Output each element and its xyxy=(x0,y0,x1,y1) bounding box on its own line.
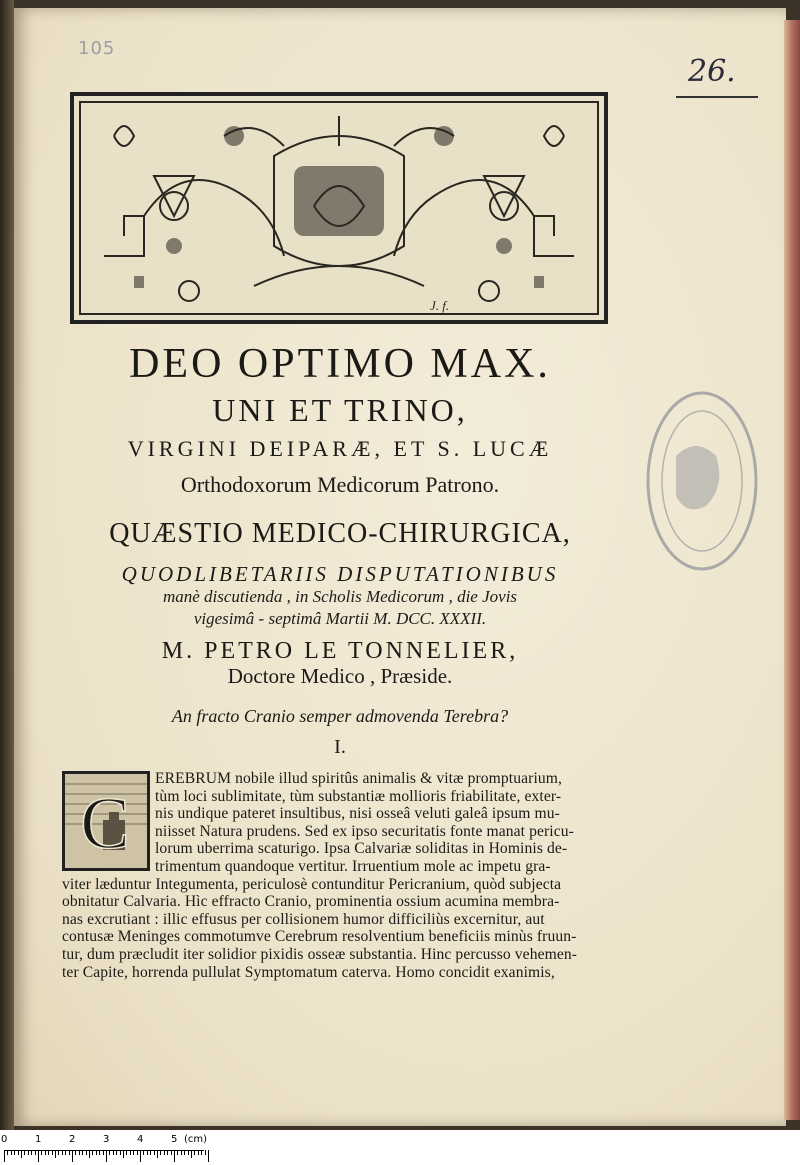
ornament-engraving xyxy=(74,96,604,320)
scale-tick xyxy=(79,1150,80,1155)
page-gutter xyxy=(0,0,14,1130)
scale-tick xyxy=(41,1150,42,1155)
scale-tick xyxy=(201,1150,202,1155)
scale-tick xyxy=(109,1150,110,1155)
initial-letter: C xyxy=(80,783,130,865)
scale-tick xyxy=(103,1150,104,1155)
scale-tick xyxy=(198,1150,199,1155)
scale-tick xyxy=(147,1150,148,1155)
scale-tick xyxy=(72,1150,73,1162)
section-number: I. xyxy=(334,736,346,758)
body-line: tùm loci sublimitate, tùm substantiæ mollioris friabilitate, exter- xyxy=(155,787,562,805)
body-line: niisset Natura prudens. Sed ex ipso securitatis fonte manat pericu- xyxy=(155,822,574,840)
scale-tick xyxy=(35,1150,36,1155)
scale-tick xyxy=(96,1150,97,1155)
scale-tick xyxy=(48,1150,49,1155)
scale-label: 3 xyxy=(103,1134,110,1145)
body-line: contusæ Meninges commotumve Cerebrum resolventium beneficiis minùs fruun- xyxy=(62,928,577,946)
scale-tick xyxy=(11,1150,12,1155)
scale-tick xyxy=(14,1150,15,1155)
body-line: lorum uberrima scaturigo. Ipsa Calvariæ soliditas in Hominis de- xyxy=(155,840,568,858)
dedication-line-1: DEO OPTIMO MAX. xyxy=(129,341,551,387)
body-line: nas excrutiant : illic effusus per collisionem humor difficiliùs excernitur, aut xyxy=(62,910,545,928)
scale-label: (cm) xyxy=(184,1134,208,1145)
page-fore-edge xyxy=(784,20,800,1120)
scale-label: 0 xyxy=(1,1134,8,1145)
scale-tick xyxy=(113,1150,114,1155)
scale-tick xyxy=(130,1150,131,1155)
scale-tick xyxy=(184,1150,185,1155)
scale-tick xyxy=(69,1150,70,1155)
scale-tick xyxy=(167,1150,168,1155)
thesis-heading: QUÆSTIO MEDICO-CHIRURGICA, xyxy=(109,518,571,549)
scale-tick xyxy=(157,1150,158,1158)
scale-tick xyxy=(133,1150,134,1155)
scale-tick xyxy=(92,1150,93,1155)
scale-tick xyxy=(181,1150,182,1155)
scale-tick xyxy=(205,1150,206,1155)
scale-tick xyxy=(55,1150,56,1158)
scale-tick xyxy=(28,1150,29,1155)
dedication-line-3: VIRGINI DEIPARÆ, ET S. LUCÆ xyxy=(127,436,553,461)
praeses-name: M. PETRO LE TONNELIER, xyxy=(161,638,519,664)
thesis-line-1: QUODLIBETARIIS DISPUTATIONIBUS xyxy=(121,562,559,586)
body-line: tur, dum præcludit iter solidior pixidis osseæ substantia. Hinc percusso vehemen- xyxy=(62,946,578,963)
scale-tick xyxy=(154,1150,155,1155)
folio-number: 26. xyxy=(688,54,736,89)
body-line: EREBRUM nobile illud spiritûs animalis & vitæ promptuarium, xyxy=(155,770,562,787)
scale-tick xyxy=(126,1150,127,1155)
measurement-scale xyxy=(0,1130,800,1165)
initial-engraving xyxy=(65,774,147,868)
dedication-line-2: UNI ET TRINO, xyxy=(212,392,468,428)
scale-tick xyxy=(171,1150,172,1155)
folio-underline xyxy=(676,96,758,98)
scale-tick xyxy=(62,1150,63,1155)
scale-tick xyxy=(140,1150,141,1162)
scale-tick xyxy=(137,1150,138,1155)
thesis-line-2: manè discutienda , in Scholis Medicorum , die Jovis xyxy=(162,587,518,606)
scale-label: 2 xyxy=(69,1134,76,1145)
body-line: viter læduntur Integumenta, periculosè contunditur Pericranium, quòd subjecta xyxy=(62,875,562,893)
scale-tick xyxy=(106,1150,107,1162)
question-title: An fracto Cranio semper admovenda Terebra? xyxy=(171,706,509,726)
body-line: trimentum quandoque vertitur. Irruentium mole ac impetu gra- xyxy=(155,858,551,875)
scale-tick xyxy=(123,1150,124,1158)
scale-tick xyxy=(150,1150,151,1155)
library-stamp xyxy=(636,386,758,576)
scale-tick xyxy=(174,1150,175,1162)
scale-tick xyxy=(160,1150,161,1155)
dedication-line-4: Orthodoxorum Medicorum Patrono. xyxy=(180,472,500,497)
scale-tick xyxy=(75,1150,76,1155)
decorated-initial xyxy=(62,771,150,871)
scale-tick xyxy=(191,1150,192,1158)
scale-tick xyxy=(177,1150,178,1155)
scale-tick xyxy=(116,1150,117,1155)
scale-tick xyxy=(45,1150,46,1155)
body-line: nis undique pateret insultibus, nisi osseâ veluti galeâ ipsum mu- xyxy=(155,805,560,823)
engraver-initials: J. f. xyxy=(430,298,450,313)
praeses-title: Doctore Medico , Præside. xyxy=(227,664,453,688)
thesis-line-3: vigesimâ - septimâ Martii M. DCC. XXXII. xyxy=(193,609,487,628)
scale-tick xyxy=(120,1150,121,1155)
scale-tick xyxy=(7,1150,8,1155)
scale-label: 4 xyxy=(137,1134,144,1145)
scale-label: 5 xyxy=(171,1134,178,1145)
scale-tick xyxy=(194,1150,195,1155)
scale-tick xyxy=(188,1150,189,1155)
scale-tick xyxy=(164,1150,165,1155)
scale-tick xyxy=(31,1150,32,1155)
scale-tick xyxy=(52,1150,53,1155)
scale-tick xyxy=(82,1150,83,1155)
scale-tick xyxy=(99,1150,100,1155)
scale-tick xyxy=(89,1150,90,1158)
pencil-annotation: 105 xyxy=(78,38,116,59)
scale-tick xyxy=(4,1150,5,1162)
scale-tick xyxy=(58,1150,59,1155)
scale-tick xyxy=(143,1150,144,1155)
scale-tick xyxy=(65,1150,66,1155)
scale-tick xyxy=(21,1150,22,1158)
scale-tick xyxy=(208,1150,209,1162)
headpiece-ornament xyxy=(70,92,608,324)
scale-tick xyxy=(18,1150,19,1155)
scale-tick xyxy=(24,1150,25,1155)
scale-tick xyxy=(86,1150,87,1155)
scale-label: 1 xyxy=(35,1134,42,1145)
body-line: ter Capite, horrenda pullulat Symptomatum caterva. Homo concidit exanimis, xyxy=(62,963,555,981)
body-line: obnitatur Calvaria. Hìc effracto Cranio, prominentia ossium acumina membra- xyxy=(62,893,560,911)
scale-tick xyxy=(38,1150,39,1162)
